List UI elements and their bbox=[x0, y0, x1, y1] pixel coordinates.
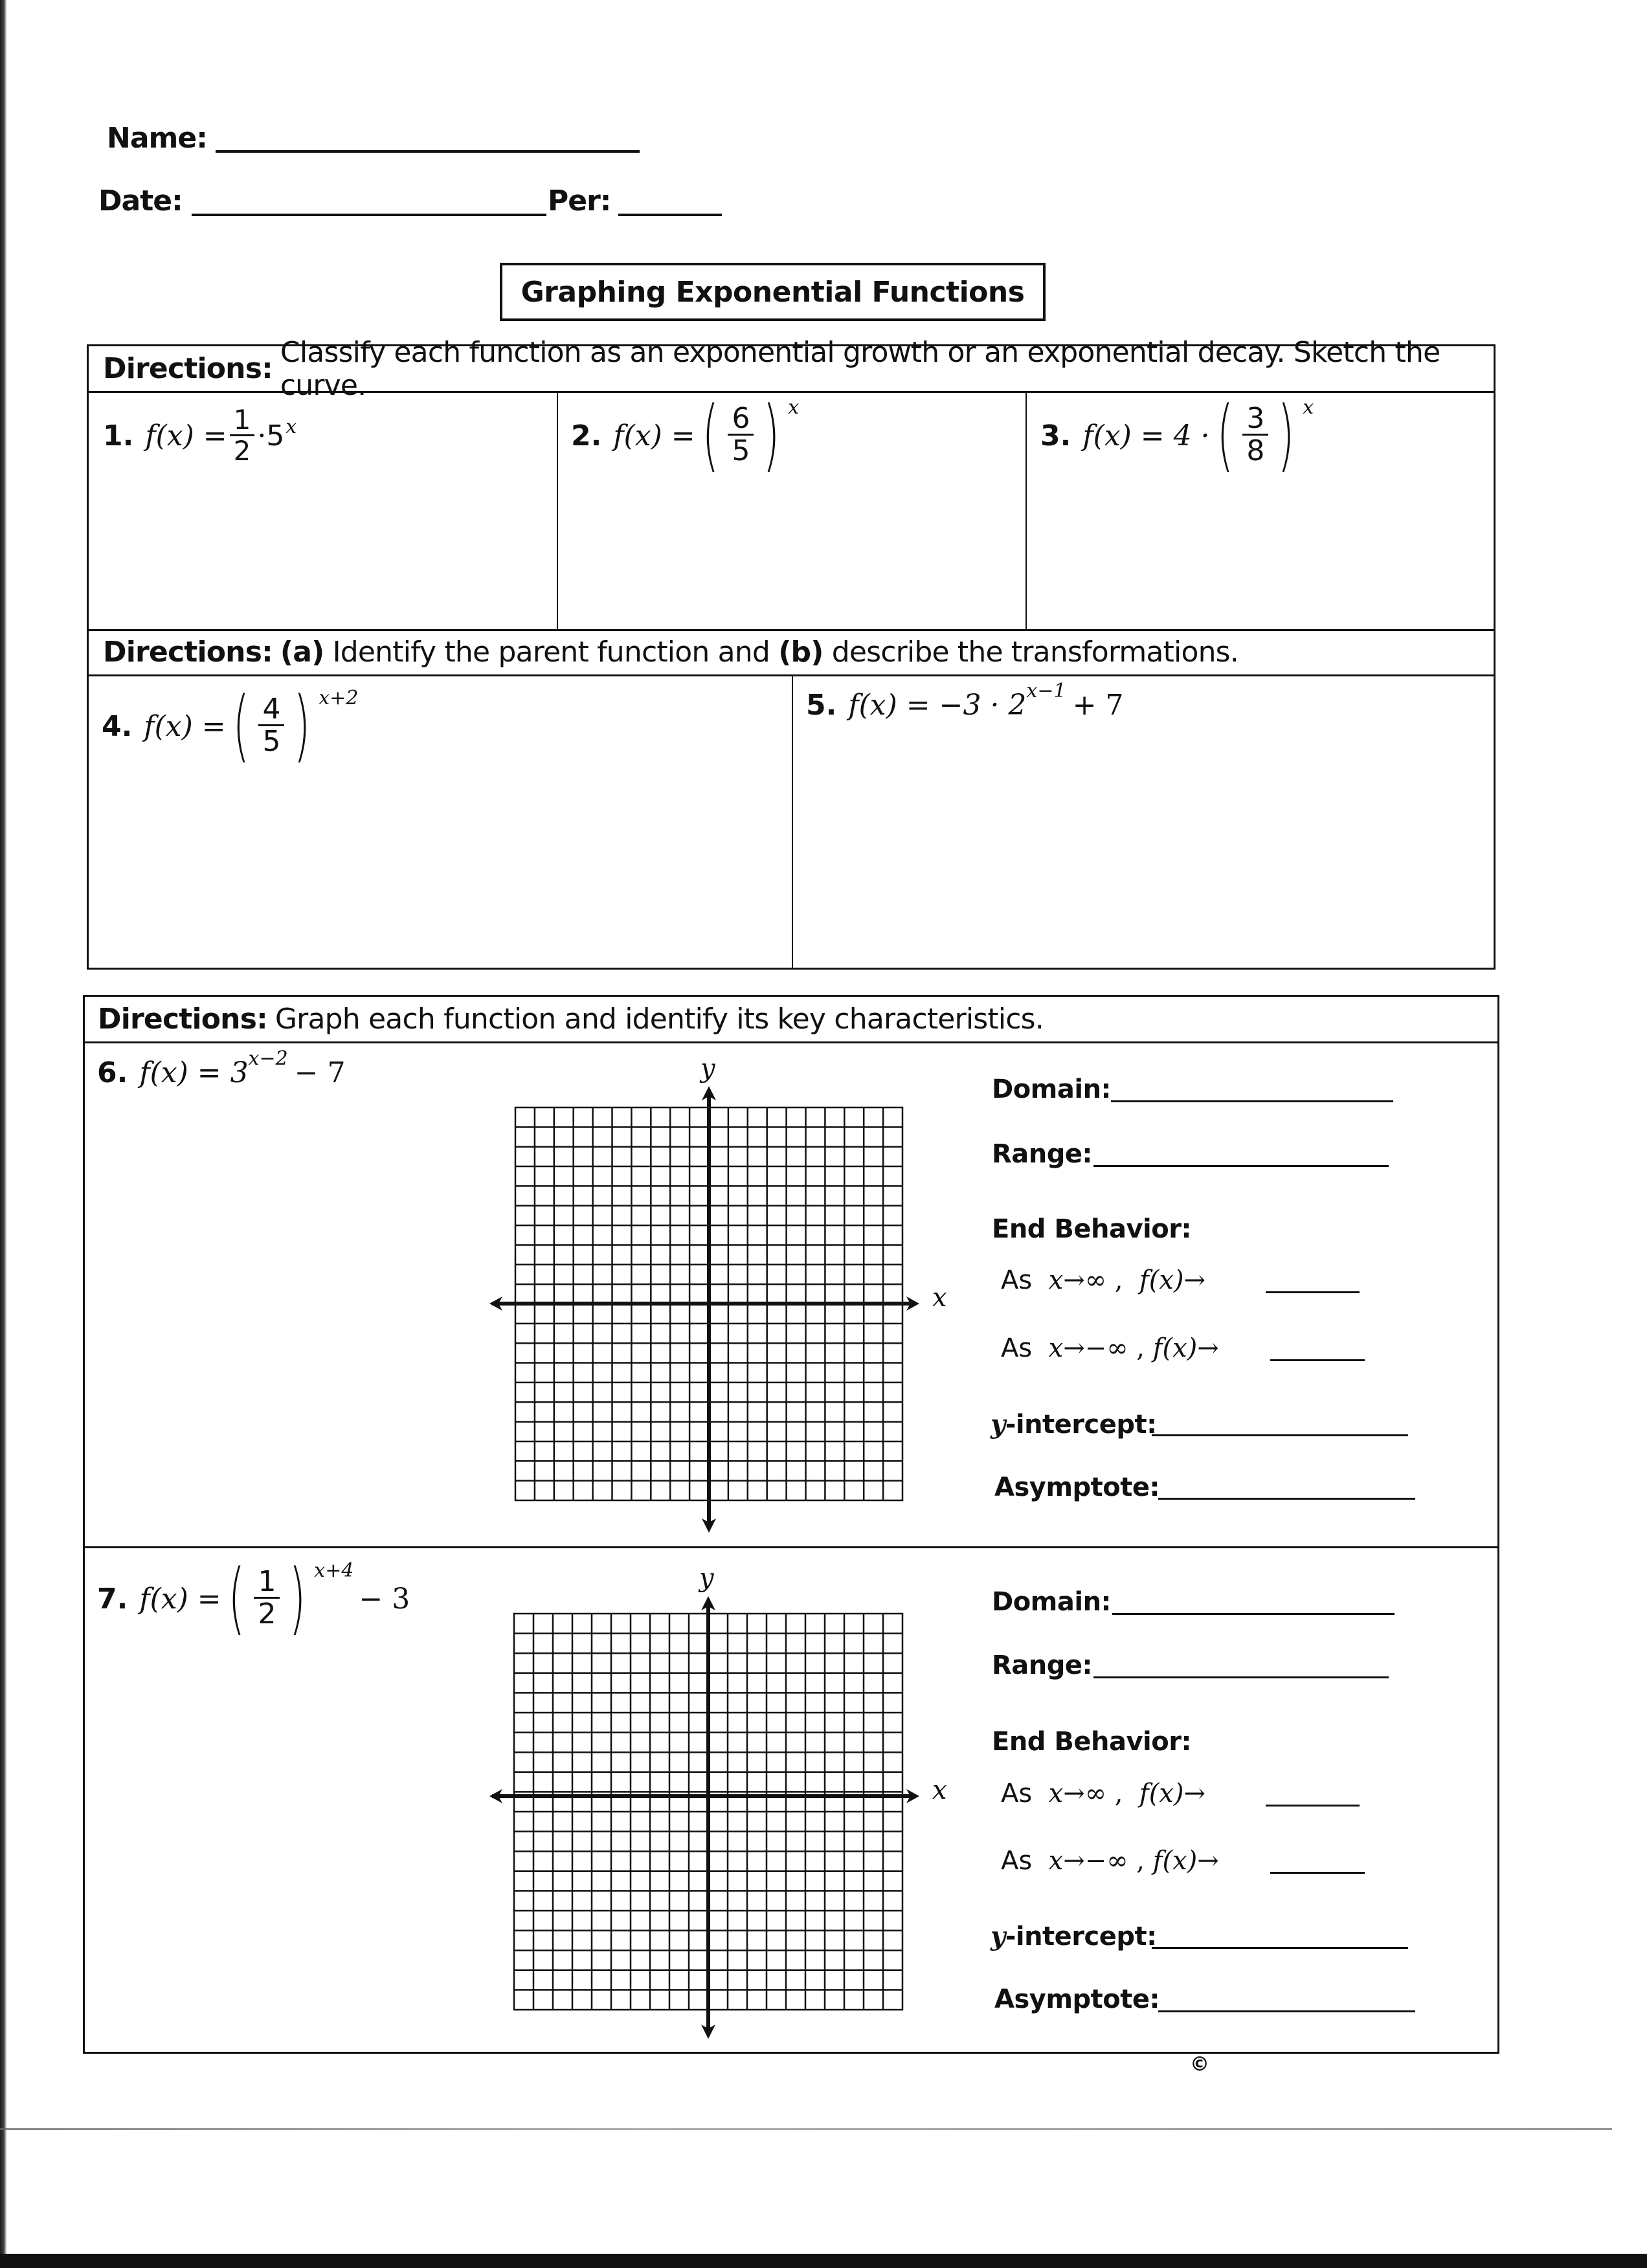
function-lhs: f(x) = bbox=[613, 419, 695, 452]
problem-number: 3. bbox=[1040, 419, 1071, 452]
x-axis-label: x bbox=[932, 1283, 947, 1313]
end-behavior-label: End Behavior: bbox=[992, 1727, 1191, 1757]
name-label: Name: bbox=[107, 122, 207, 155]
problem-number: 2. bbox=[571, 419, 602, 452]
directions-label: Directions: bbox=[103, 352, 273, 385]
end-behavior-positive-field[interactable] bbox=[1266, 1805, 1360, 1807]
asymptote-field[interactable] bbox=[1158, 1498, 1415, 1500]
exponent: x bbox=[788, 395, 800, 419]
date-label: Date: bbox=[98, 184, 183, 217]
problem-number: 6. bbox=[97, 1056, 128, 1089]
problem-5 bbox=[806, 680, 1124, 722]
section-transformations-directions: Directions: (a) Identify the parent function and (b) describe the transformations. bbox=[89, 629, 1494, 676]
function-lhs: f(x) = bbox=[144, 709, 226, 743]
column-divider bbox=[1025, 391, 1027, 631]
exponent: x+4 bbox=[314, 1559, 354, 1582]
problem-number: 1. bbox=[103, 419, 134, 453]
directions-label: Directions: bbox=[98, 1003, 267, 1036]
column-divider bbox=[792, 674, 793, 968]
coordinate-grid-6[interactable] bbox=[487, 1055, 966, 1537]
exponent: x bbox=[1303, 395, 1314, 419]
function-lhs: f(x) = 3 bbox=[139, 1056, 249, 1089]
y-axis-label: y bbox=[700, 1054, 715, 1084]
section-classify-directions bbox=[89, 335, 1494, 402]
base: 5 bbox=[266, 419, 285, 453]
period-field[interactable] bbox=[618, 214, 722, 216]
function-tail: − 3 bbox=[359, 1582, 410, 1616]
copyright-symbol: © bbox=[1190, 2053, 1209, 2076]
problem-divider bbox=[85, 1546, 1497, 1548]
page-fold-line bbox=[0, 2128, 1612, 2130]
range-label: Range: bbox=[992, 1651, 1093, 1680]
exponent: x+2 bbox=[319, 686, 359, 709]
directions-text: Graph each function and identify its key characteristics. bbox=[274, 1003, 1044, 1036]
domain-field[interactable] bbox=[1111, 1100, 1393, 1102]
function-lhs: f(x) = 4 · bbox=[1082, 419, 1210, 452]
range-field[interactable] bbox=[1093, 1165, 1389, 1167]
problem-4 bbox=[102, 681, 359, 771]
problem-3 bbox=[1040, 390, 1314, 480]
end-behavior-negative-field[interactable] bbox=[1270, 1872, 1365, 1874]
function-lhs: f(x) = −3 · 2 bbox=[848, 689, 1027, 722]
worksheet-title: Graphing Exponential Functions bbox=[521, 275, 1025, 309]
problem-2 bbox=[571, 390, 800, 480]
parenthesized-fraction: ( $\frac{1}{2}$ ) bbox=[228, 1553, 306, 1643]
end-behavior-positive: As x → ∞ , f(x) → bbox=[1001, 1265, 1205, 1295]
problem-number: 7. bbox=[97, 1582, 128, 1616]
end-behavior-positive: As x → ∞ , f(x) → bbox=[1001, 1779, 1205, 1808]
end-behavior-negative: As x → −∞ , f(x) → bbox=[1001, 1333, 1219, 1363]
asymptote-label: Asymptote: bbox=[994, 1984, 1160, 2014]
parenthesized-fraction: ( $\frac{6}{5}$ ) bbox=[702, 390, 780, 480]
asymptote-label: Asymptote: bbox=[994, 1473, 1160, 1502]
coefficient-fraction: $\frac{1}{2}$ bbox=[230, 406, 255, 466]
column-divider bbox=[557, 391, 558, 631]
worksheet-title-box bbox=[500, 263, 1046, 321]
section-graphing-directions bbox=[85, 997, 1497, 1043]
scan-edge-bottom bbox=[0, 2254, 1647, 2268]
y-intercept-label: y-intercept: bbox=[991, 1409, 1157, 1440]
domain-field[interactable] bbox=[1112, 1613, 1395, 1615]
x-axis-label: x bbox=[932, 1775, 947, 1805]
function-tail: + 7 bbox=[1072, 689, 1124, 722]
y-axis-label: y bbox=[699, 1563, 714, 1593]
range-field[interactable] bbox=[1093, 1676, 1389, 1678]
exponent: x bbox=[286, 416, 297, 439]
problem-number: 5. bbox=[806, 689, 837, 722]
date-field[interactable] bbox=[192, 214, 546, 216]
problem-7 bbox=[97, 1553, 410, 1643]
problem-number: 4. bbox=[102, 709, 133, 743]
function-lhs: f(x) = bbox=[139, 1582, 221, 1616]
parenthesized-fraction: ( $\frac{3}{8}$ ) bbox=[1216, 390, 1295, 480]
exponent: x−1 bbox=[1026, 680, 1066, 702]
directions-label: Directions: bbox=[103, 635, 273, 669]
function-lhs: f(x) = bbox=[145, 419, 227, 453]
directions-text: Classify each function as an exponential growth or an exponential decay. Sketch the curve. bbox=[280, 335, 1440, 402]
end-behavior-positive-field[interactable] bbox=[1266, 1291, 1360, 1293]
domain-label: Domain: bbox=[992, 1587, 1112, 1617]
asymptote-field[interactable] bbox=[1158, 2010, 1415, 2012]
y-intercept-field[interactable] bbox=[1152, 1434, 1408, 1436]
coordinate-grid-7[interactable] bbox=[487, 1563, 966, 2049]
problem-1: 1. f(x) = $\frac{1}{2}$ · 5 x bbox=[103, 404, 297, 467]
exponent: x−2 bbox=[248, 1047, 288, 1070]
name-field[interactable] bbox=[216, 150, 640, 153]
y-intercept-field[interactable] bbox=[1152, 1947, 1408, 1949]
period-label: Per: bbox=[548, 184, 611, 217]
function-tail: − 7 bbox=[294, 1056, 346, 1089]
domain-label: Domain: bbox=[992, 1074, 1112, 1104]
parenthesized-fraction: ( $\frac{4}{5}$ ) bbox=[232, 681, 311, 771]
y-intercept-label: y-intercept: bbox=[991, 1921, 1157, 1951]
end-behavior-negative-field[interactable] bbox=[1270, 1359, 1365, 1361]
scan-edge-left bbox=[0, 0, 6, 2268]
end-behavior-negative: As x → −∞ , f(x) → bbox=[1001, 1846, 1219, 1876]
end-behavior-label: End Behavior: bbox=[992, 1214, 1191, 1244]
problem-6 bbox=[97, 1047, 346, 1089]
range-label: Range: bbox=[992, 1139, 1093, 1169]
section-transformations bbox=[87, 629, 1496, 970]
section-classify bbox=[87, 335, 1496, 631]
